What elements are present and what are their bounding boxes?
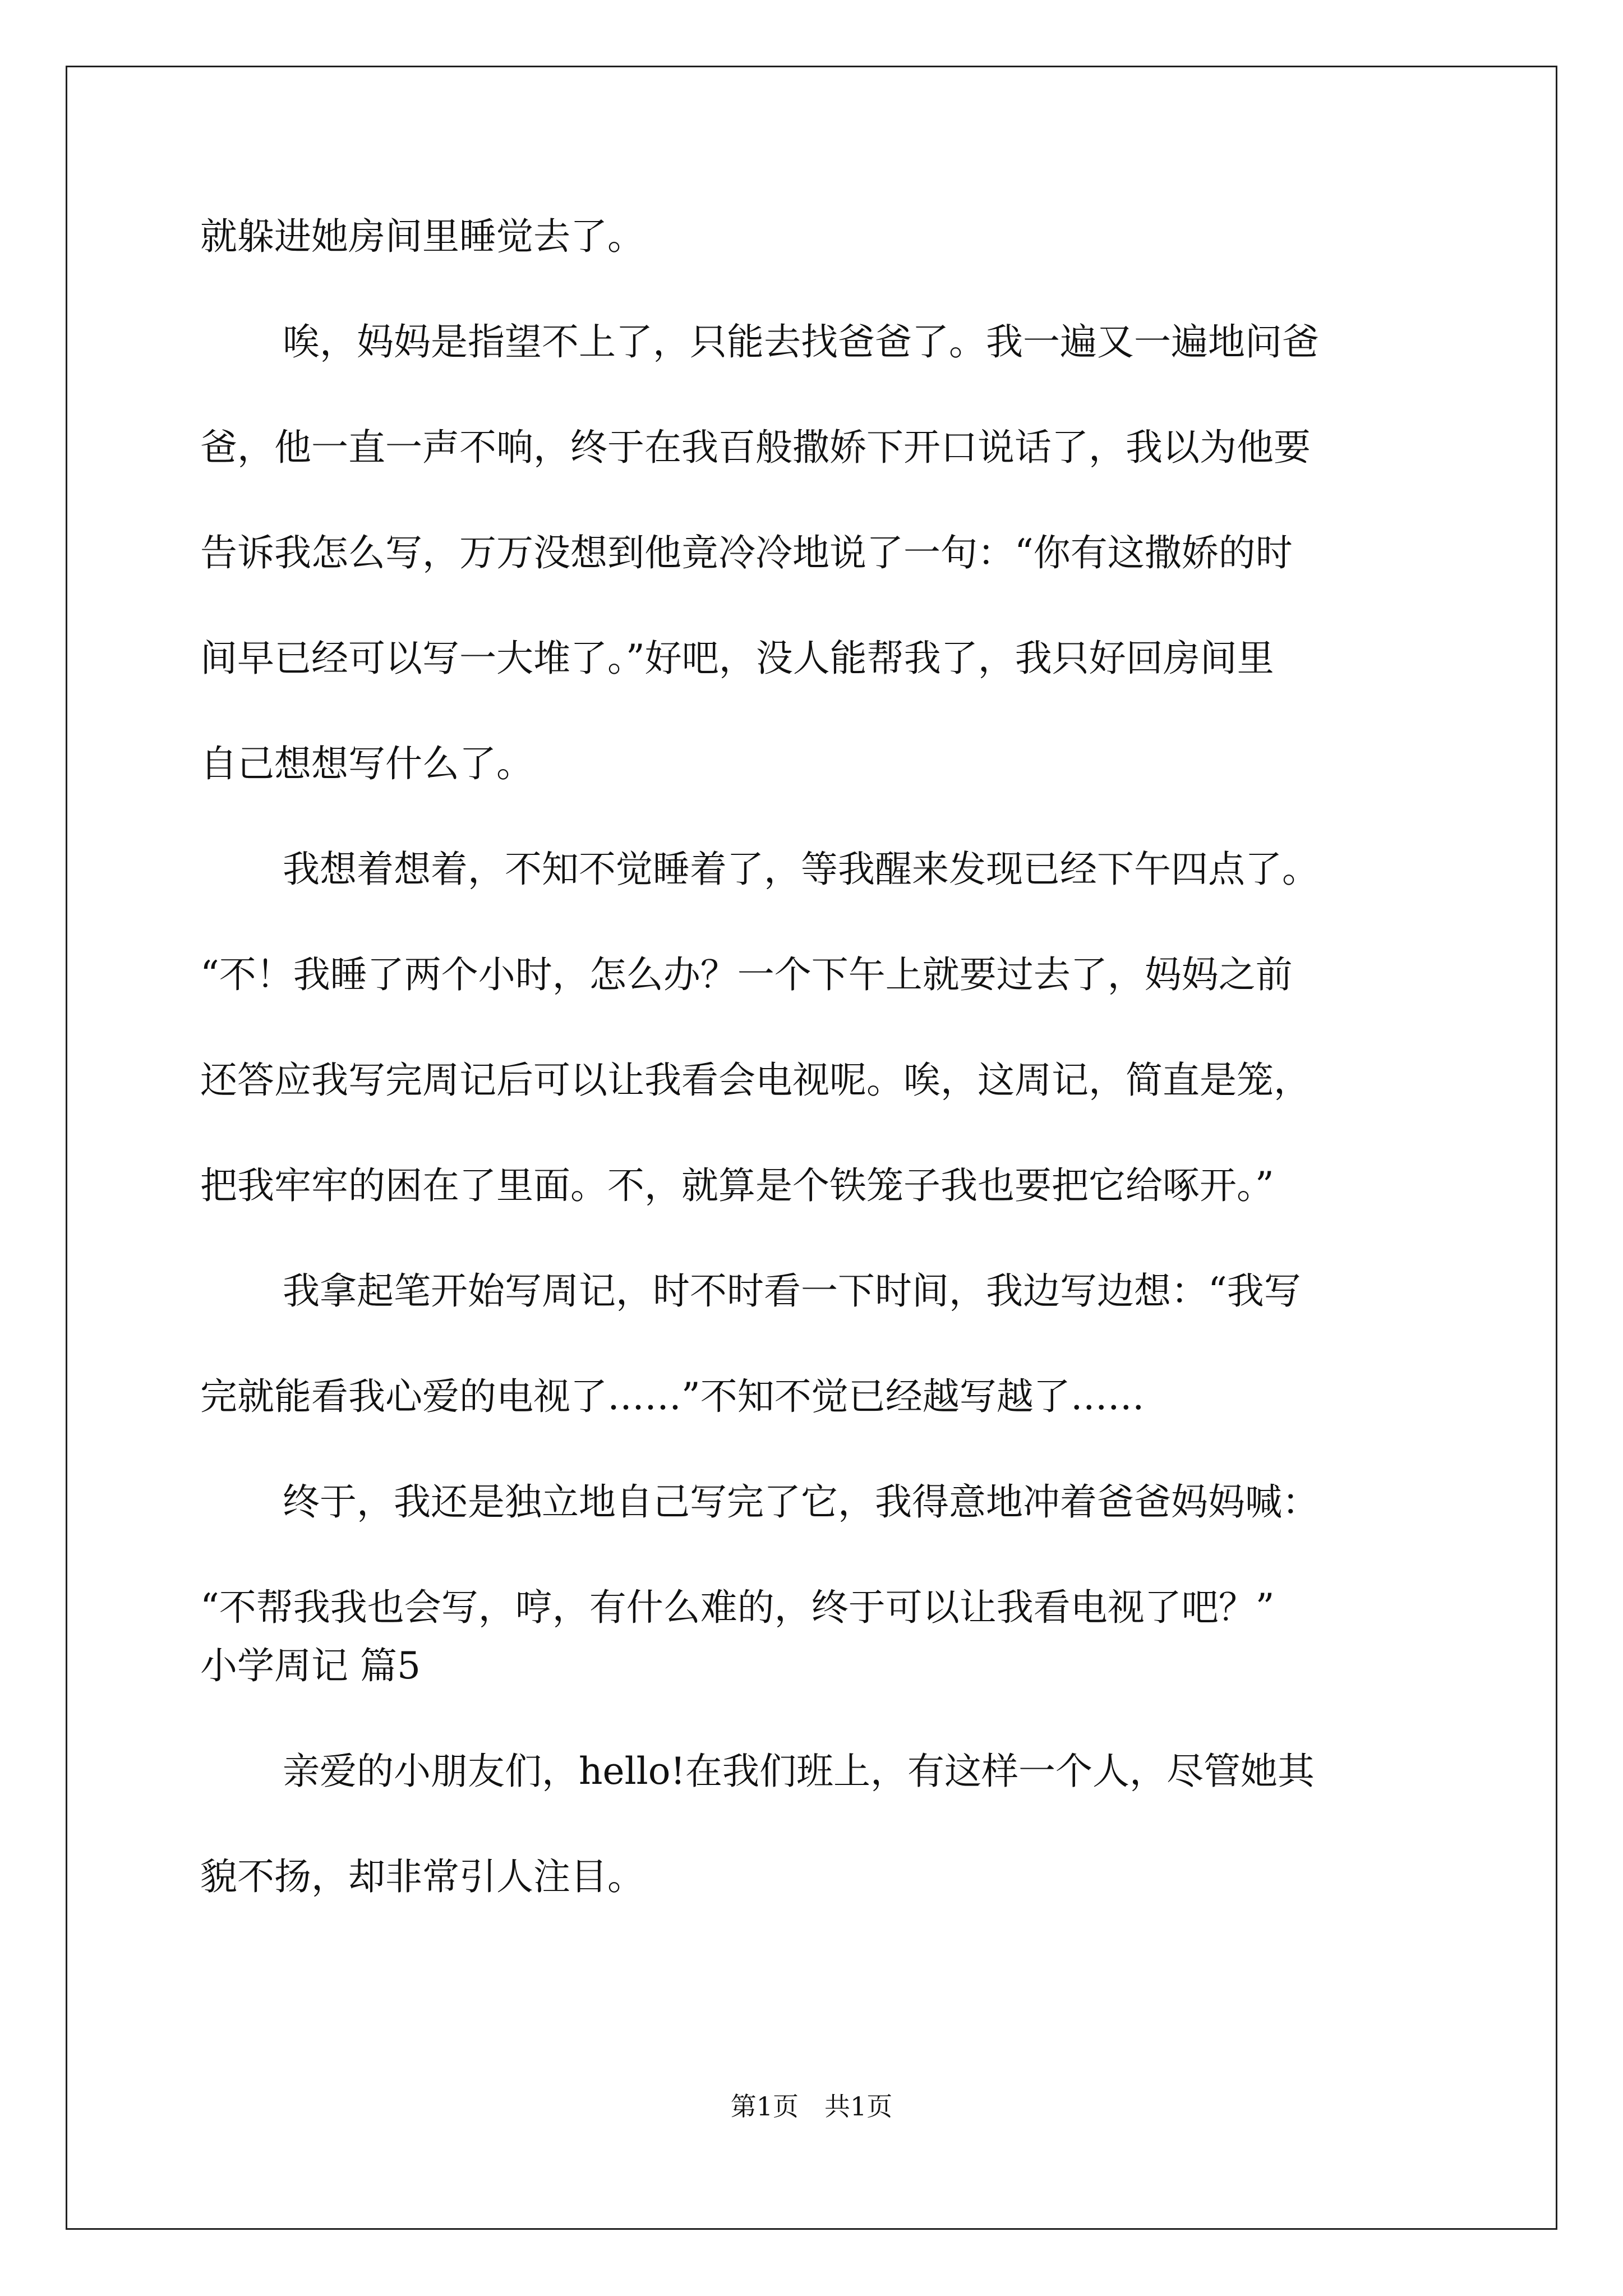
paragraph-line: 就躲进她房间里睡觉去了。 [200,215,644,258]
paragraph-line: 亲爱的小朋友们，hello!在我们班上，有这样一个人，尽管她其 [283,1750,1315,1793]
paragraph-line: 还答应我写完周记后可以让我看会电视呢。唉，这周记，简直是笼， [200,1059,1311,1102]
page-footer: 第1页 共1页 [730,2091,893,2122]
paragraph-line: 唉，妈妈是指望不上了，只能去找爸爸了。我一遍又一遍地问爸 [283,320,1319,364]
paragraph-line: 我拿起笔开始写周记，时不时看一下时间，我边写边想：“我写 [283,1269,1301,1313]
paragraph-line: “不帮我我也会写，哼，有什么难的，终于可以让我看电视了吧？” [200,1586,1275,1629]
paragraph-line: 貌不扬，却非常引人注目。 [200,1855,644,1898]
paragraph-line: 终于，我还是独立地自己写完了它，我得意地冲着爸爸妈妈喊： [283,1480,1319,1524]
paragraph-line: “不！我睡了两个小时，怎么办？一个下午上就要过去了，妈妈之前 [200,953,1293,996]
paragraph-line: 把我牢牢的困在了里面。不，就算是个铁笼子我也要把它给啄开。” [200,1164,1274,1207]
paragraph-line: 我想着想着，不知不觉睡着了，等我醒来发现已经下午四点了。 [283,848,1319,891]
paragraph-line: 告诉我怎么写，万万没想到他竟冷冷地说了一句：“你有这撒娇的时 [200,531,1293,574]
section-heading: 小学周记 篇5 [200,1644,421,1687]
paragraph-line: 自己想想写什么了。 [200,742,533,785]
document-body [200,210,1434,1903]
paragraph-line: 爸，他一直一声不响，终于在我百般撒娇下开口说话了，我以为他要 [200,426,1311,469]
paragraph-line: 间早已经可以写一大堆了。”好吧，没人能帮我了，我只好回房间里 [200,637,1274,680]
paragraph-line: 完就能看我心爱的电视了……”不知不觉已经越写越了…… [200,1375,1145,1418]
